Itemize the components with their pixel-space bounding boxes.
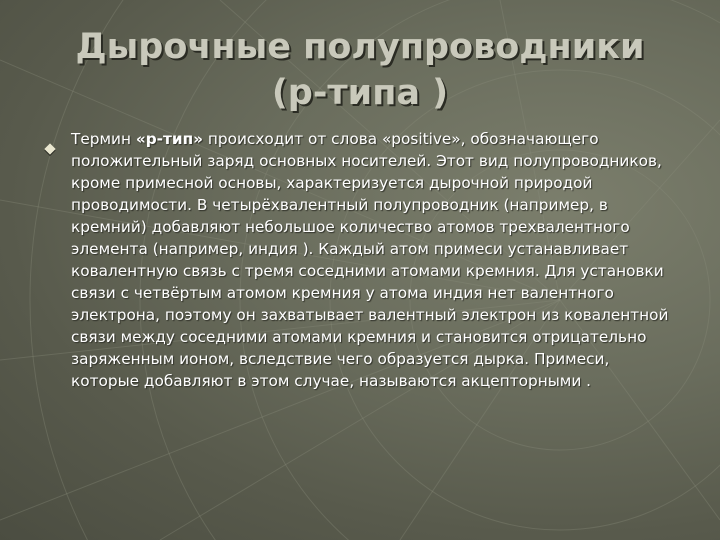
term-prefix: Термин	[71, 130, 136, 148]
body-paragraph	[71, 128, 682, 392]
slide-body	[32, 128, 682, 392]
slide-title-line-1: Дырочные полупроводники	[75, 27, 645, 67]
body-text: происходит от слова «positive», обозначающего положительный заряд основных носителей. Этот вид полупроводников, кроме примесной основы, характеризуется дырочной природой проводимости. В четырёхвалентный полупроводник (например, в кремний) добавляют небольшое количество атомов трехвалентного элемента (например, индия ). Каждый атом примеси устанавливает ковалентную связь с тремя соседними атомами кремния. Для установки связи с четвёртым атомом кремния у атома индия нет валентного электрона, поэтому он захватывает валентный электрон из ковалентной связи между соседними атомами кремния и становится отрицательно заряженным ионом, вследствие чего образуется дырка. Примеси, которые добавляют в этом случае, называются акцепторными .	[71, 130, 669, 390]
slide-title-line-2: (р-типа )	[271, 73, 449, 113]
diamond-bullet-icon	[44, 143, 55, 154]
slide-title	[20, 24, 700, 116]
term-highlight: «р-тип»	[135, 130, 204, 148]
